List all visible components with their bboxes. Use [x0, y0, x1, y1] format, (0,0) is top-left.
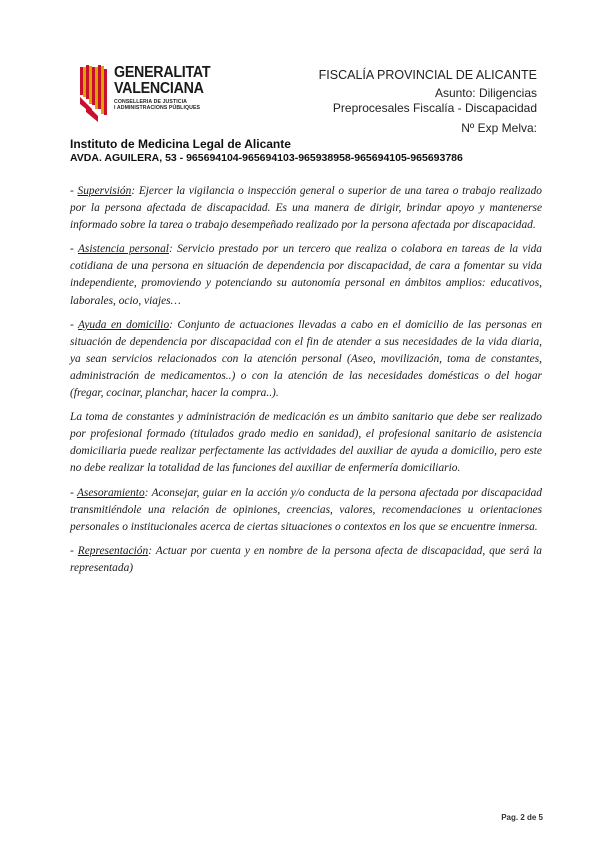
paragraph-text: : Aconsejar, guiar en la acción y/o conducta de la persona afectada por discapacidad transmitiéndole una relación de opiniones, creencias, valores, recomendaciones u orientaciones personales o institucionales acerca de ciertas situaciones o contextos en los que se encuentre inmersa.	[70, 486, 542, 533]
logo-subtitle	[114, 99, 200, 111]
paragraph-representacion	[70, 543, 542, 577]
paragraph-prefix: -	[70, 486, 77, 499]
logo-subtitle-line2: I ADMINISTRACIONS PÚBLIQUES	[114, 105, 201, 111]
expedient-label: Nº Exp Melva:	[461, 121, 537, 135]
senyera-emblem-icon	[78, 64, 110, 124]
paragraph-toma-constantes	[70, 409, 542, 477]
paragraph-text: La toma de constantes y administración de medicación es un ámbito sanitario que debe ser realizado por profesional formado (titulados grado medio en sanidad), el profesional sanitario de asistencia domiciliaria puede realizar perfectamente las actividades del auxiliar de ayuda a domicilio, pero este no debe realizar la totalidad de las funciones del auxiliar de enfermería domiciliario.	[70, 411, 542, 475]
paragraph-ayuda-domicilio	[70, 317, 542, 402]
paragraph-prefix: -	[70, 243, 78, 256]
generalitat-logo	[78, 64, 218, 128]
document-body	[70, 183, 542, 584]
term-asistencia-personal: Asistencia personal	[77, 243, 169, 256]
logo-title-line1: GENERALITAT	[114, 64, 211, 81]
term-supervision: Supervisión	[77, 185, 132, 197]
logo-title	[114, 65, 210, 97]
paragraph-text: : Conjunto de actuaciones llevadas a cabo en el domicilio de las personas en situación de dependencia por discapacidad con el fin de atender a sus necesidades de la vida diaria, ya sean servicios relacionados con la atención personal (Aseo, movilización, toma de constantes, administración de medicamentos..) o con la atención de las necesidades domésticas o del hogar (fregar, cocinar, planchar, hacer la compra..).	[70, 318, 542, 400]
paragraph-supervision	[70, 183, 542, 234]
logo-subtitle-line1: CONSELLERIA DE JUSTICIA	[114, 99, 188, 105]
term-asesoramiento: Asesoramiento	[76, 486, 145, 499]
term-ayuda-domicilio: Ayuda en domicilio	[78, 318, 170, 331]
paragraph-prefix: -	[70, 318, 79, 331]
paragraph-prefix: -	[70, 544, 78, 557]
paragraph-asesoramiento	[70, 485, 542, 536]
institution-name: Instituto de Medicina Legal de Alicante	[70, 137, 291, 151]
paragraph-text: : Ejercer la vigilancia o inspección general o superior de una tarea o trabajo realizado por la persona afectada de discapacidad. Es una manera de dirigir, brindar apoyo y mantenerse informado sobre la tarea o trabajo desempeñado realizado por la persona afectada por discapacidad.	[70, 185, 542, 232]
paragraph-text: : Actuar por cuenta y en nombre de la persona afecta de discapacidad, que será la representada)	[70, 544, 542, 574]
subject-line-2: Preprocesales Fiscalía - Discapacidad	[332, 101, 537, 115]
term-representacion: Representación	[77, 544, 149, 557]
page-number: Pag. 2 de 5	[501, 813, 543, 822]
subject-line-1: Asunto: Diligencias	[434, 86, 537, 100]
paragraph-text: : Servicio prestado por un tercero que realiza o colabora en tareas de la vida cotidiana de una persona en situación de dependencia por discapacidad, de cara a fomentar su vida independiente, promoviendo y potenciando su autonomía personal en ámbitos amplios: educativos, laborales, ocio, viajes…	[70, 243, 543, 307]
paragraph-asistencia-personal	[70, 241, 542, 309]
office-name: FISCALÍA PROVINCIAL DE ALICANTE	[318, 68, 537, 82]
paragraph-prefix: -	[70, 185, 78, 197]
logo-title-line2: VALENCIANA	[114, 80, 204, 97]
institution-address: AVDA. AGUILERA, 53 - 965694104-965694103-965938958-965694105-965693786	[70, 152, 463, 164]
